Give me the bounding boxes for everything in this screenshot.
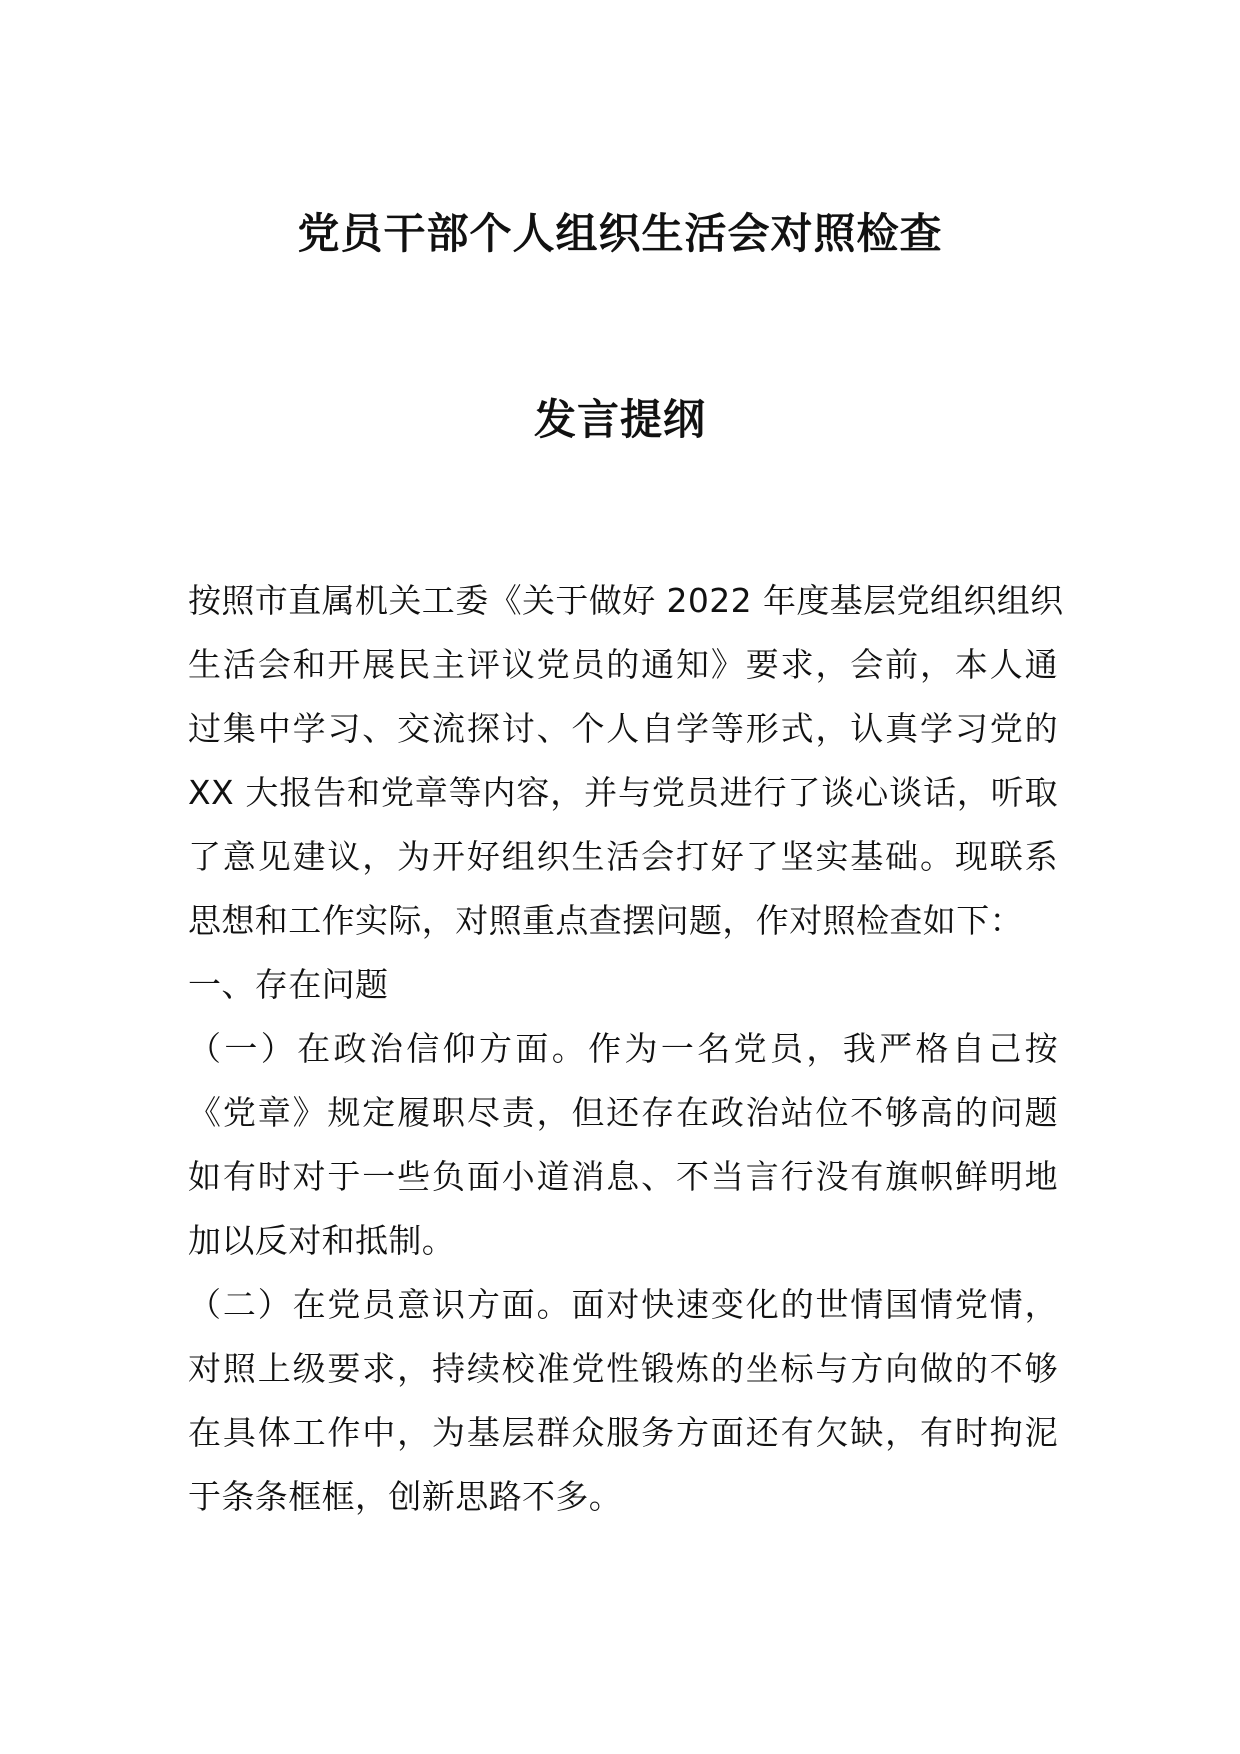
body-line-4: XX 大报告和党章等内容，并与党员进行了谈心谈话，听取 [188, 773, 1058, 812]
body-line-12: （二）在党员意识方面。面对快速变化的世情国情党情， [188, 1285, 1058, 1324]
body-line-15: 于条条框框，创新思路不多。 [188, 1477, 623, 1516]
body-line-13: 对照上级要求，持续校准党性锻炼的坐标与方向做的不够 [188, 1349, 1058, 1388]
body-line-14: 在具体工作中，为基层群众服务方面还有欠缺，有时拘泥 [188, 1413, 1058, 1452]
body-line-2: 生活会和开展民主评议党员的通知》要求，会前，本人通 [188, 645, 1058, 684]
body-line-3: 过集中学习、交流探讨、个人自学等形式，认真学习党的 [188, 709, 1058, 748]
body-line-1: 按照市直属机关工委《关于做好 2022 年度基层党组织组织 [188, 581, 1064, 620]
body-line-6: 思想和工作实际，对照重点查摆问题，作对照检查如下： [188, 901, 1023, 940]
body-line-11: 加以反对和抵制。 [188, 1221, 456, 1260]
body-line-9: 《党章》规定履职尽责，但还存在政治站位不够高的问题 [188, 1093, 1058, 1132]
body-line-5: 了意见建议，为开好组织生活会打好了坚实基础。现联系 [188, 837, 1058, 876]
section-heading-problems: 一、存在问题 [188, 965, 389, 1004]
body-line-10: 如有时对于一些负面小道消息、不当言行没有旗帜鲜明地 [188, 1157, 1058, 1196]
document-title-line-2: 发言提纲 [533, 395, 706, 444]
body-line-8: （一）在政治信仰方面。作为一名党员，我严格自己按 [188, 1029, 1058, 1068]
document-title-line-1: 党员干部个人组织生活会对照检查 [297, 209, 943, 258]
